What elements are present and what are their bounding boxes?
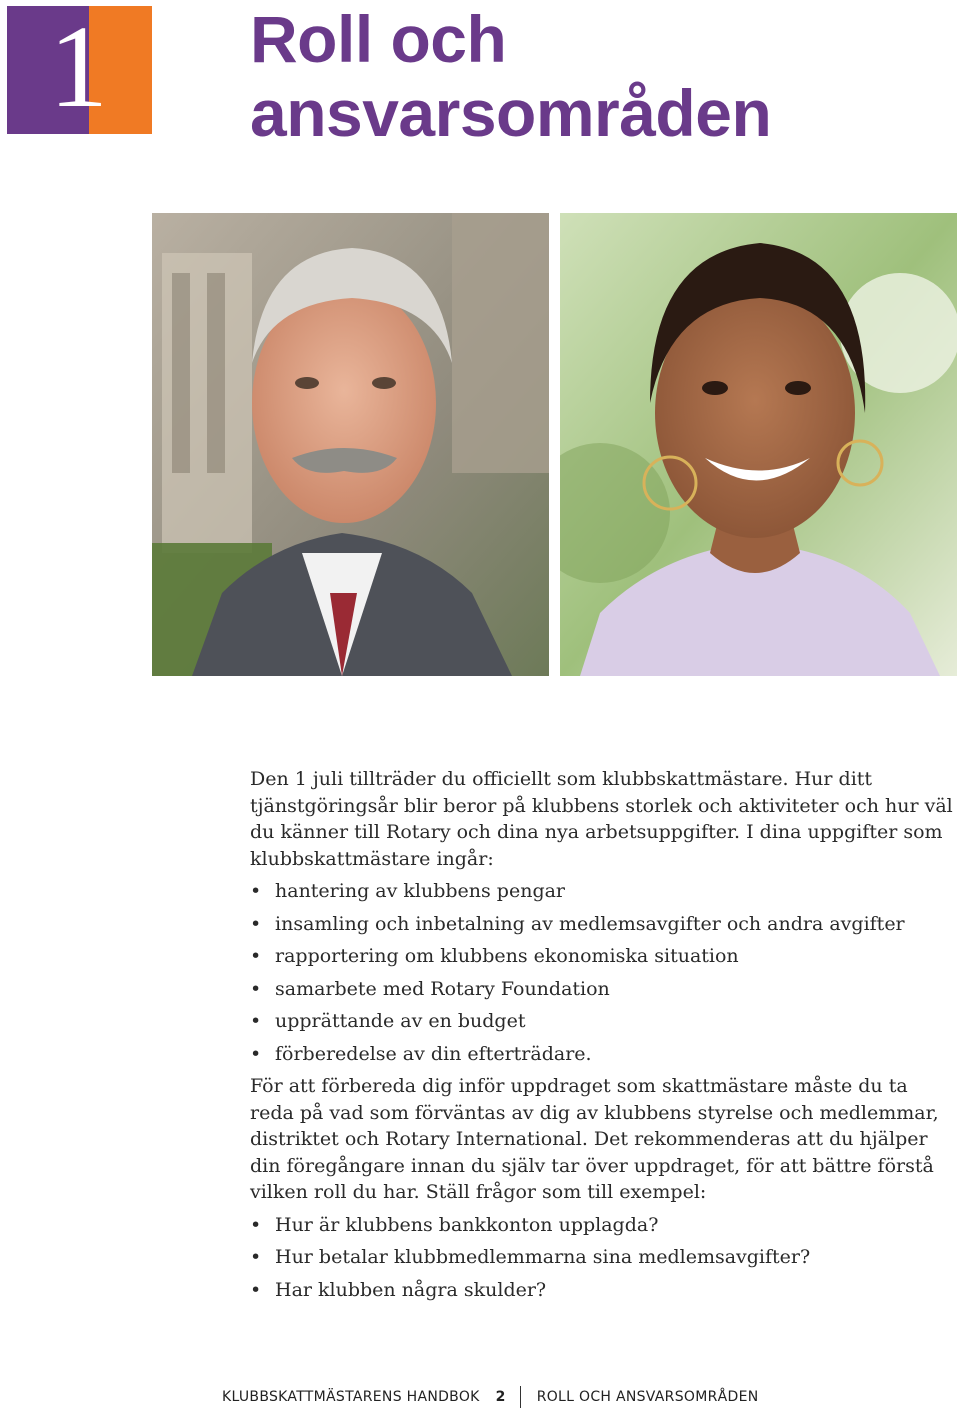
duty-text: insamling och inbetalning av medlemsavgifter och andra avgifter (275, 912, 905, 935)
list-item (250, 1277, 955, 1304)
footer-book-title: KLUBBSKATTMÄSTARENS HANDBOK (222, 1389, 480, 1405)
duties-list (250, 878, 955, 1067)
chapter-title (250, 2, 771, 150)
intro-paragraph: Den 1 juli tillträder du officiellt som klubbskattmästare. Hur ditt tjänstgöringsår blir beror på klubbens storlek och aktiviteter och hur väl du känner till Rotary och dina nya arbetsuppgifter. I dina uppgifter som klubbskattmästare ingår: (250, 768, 953, 870)
chapter-number: 1 (49, 1, 108, 132)
portrait-photo-woman (560, 213, 957, 676)
bullet: • (250, 977, 262, 1000)
chapter-badge (7, 1, 152, 134)
bullet: • (250, 1278, 262, 1301)
list-item (250, 878, 955, 905)
bullet: • (250, 880, 262, 902)
bullet: • (250, 1213, 262, 1236)
duty-text: hantering av klubbens pengar (275, 880, 566, 902)
duty-text: upprättande av en budget (275, 1010, 526, 1032)
chapter-title-line1: Roll och (250, 2, 507, 76)
duty-text: rapportering om klubbens ekonomiska situation (275, 945, 739, 967)
body-text (250, 766, 955, 1309)
list-item (250, 911, 955, 938)
bullet: • (250, 1246, 262, 1268)
page-number: 2 (495, 1389, 506, 1405)
portrait-woman-image (560, 213, 957, 676)
bullet: • (250, 1042, 262, 1065)
list-item (250, 1041, 955, 1068)
bullet: • (250, 912, 262, 935)
page-footer (222, 1386, 758, 1408)
questions-list (250, 1212, 955, 1304)
question-text: Har klubben några skulder? (275, 1278, 547, 1301)
preparation-paragraph: För att förbereda dig inför uppdraget som skattmästare måste du ta reda på vad som förväntas av dig av klubbens styrelse och medlemmar, distriktet och Rotary International. Det rekommenderas att du hjälper din föregångare innan du själv tar över uppdraget, för att bättre förstå vilken roll du har. Ställ frågor som till exempel: (250, 1075, 939, 1203)
list-item (250, 976, 955, 1003)
footer-divider (520, 1386, 521, 1408)
chapter-title-line2: ansvarsområden (250, 76, 772, 150)
duty-text: förberedelse av din efterträdare. (275, 1042, 592, 1065)
question-text: Hur betalar klubbmedlemmarna sina medlemsavgifter? (275, 1246, 811, 1268)
portrait-photo-man (152, 213, 549, 676)
bullet: • (250, 945, 262, 967)
list-item (250, 943, 955, 970)
list-item (250, 1008, 955, 1035)
list-item (250, 1244, 955, 1271)
portrait-man-image (152, 213, 549, 676)
bullet: • (250, 1010, 262, 1032)
question-text: Hur är klubbens bankkonton upplagda? (275, 1213, 659, 1236)
duty-text: samarbete med Rotary Foundation (275, 977, 610, 1000)
list-item (250, 1212, 955, 1239)
footer-section-title: ROLL OCH ANSVARSOMRÅDEN (536, 1389, 759, 1405)
